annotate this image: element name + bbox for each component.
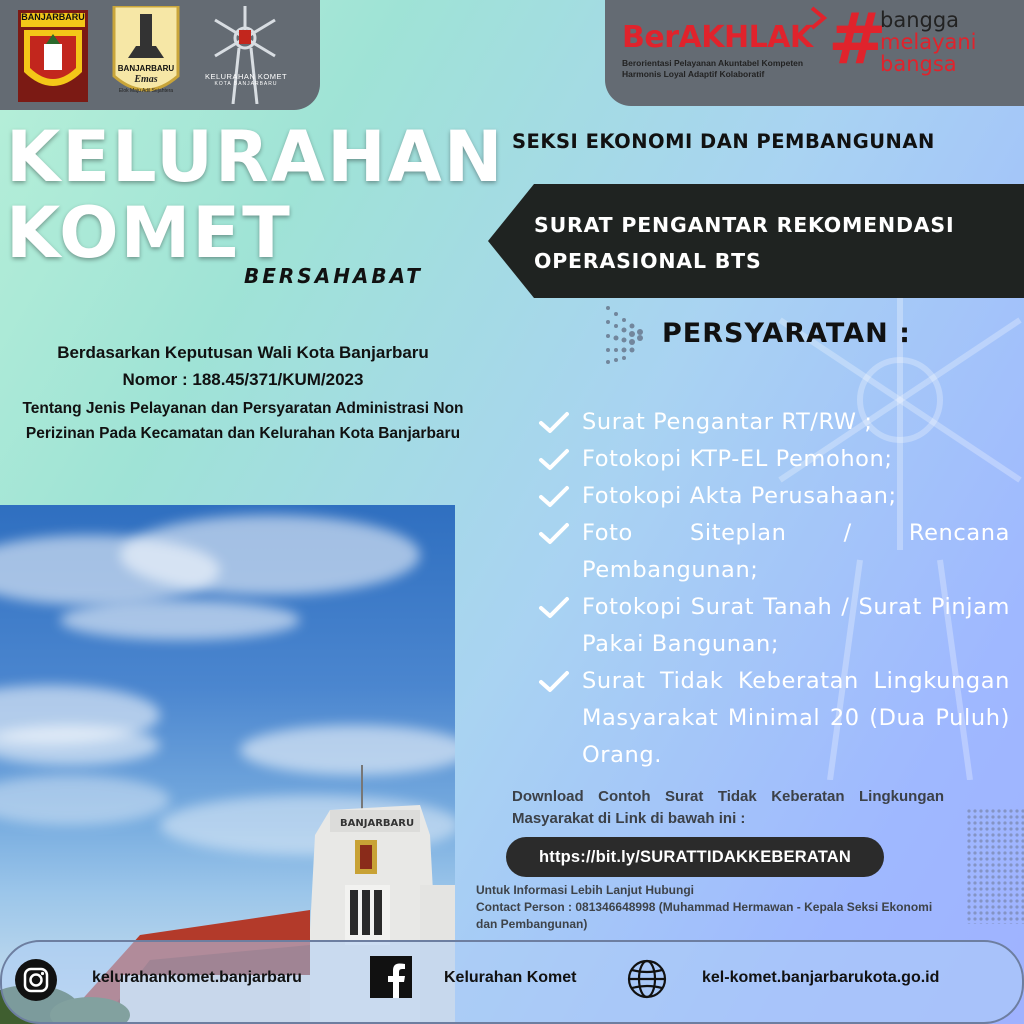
banjarbaru-coat-of-arms-icon [18,10,88,102]
instagram-handle[interactable]: kelurahankomet.banjarbaru [92,969,302,986]
logo2-sub: Emas [134,74,158,85]
checkmark-icon [538,521,570,545]
service-title-line2: OPERASIONAL BTS [534,249,762,273]
service-title [534,207,1022,279]
requirement-text: Fotokopi Surat Tanah / Surat Pinjam Pakai Bangunan; [582,594,1010,657]
download-link-button[interactable]: https://bit.ly/SURATTIDAKKEBERATAN [506,837,884,877]
service-title-line1: SURAT PENGANTAR REKOMENDASI [534,213,955,237]
berakhlak-line2: Harmonis Loyal Adaptif Kolaboratif [622,69,765,79]
logo1-label: BANJARBARU [21,12,85,22]
logo3-sub: KOTA BANJARBARU [214,81,278,87]
list-item [538,441,1010,478]
page-title-line2: KOMET [6,192,292,274]
list-item [538,515,1010,589]
hashtag-icon: # [828,0,887,80]
section-title: SEKSI EKONOMI DAN PEMBANGUNAN [512,130,935,153]
requirement-text: Fotokopi KTP-EL Pemohon; [582,446,893,472]
bangga-line3: bangsa [880,52,957,76]
list-item [538,478,1010,515]
list-item [538,663,1010,774]
contact-line1: Untuk Informasi Lebih Lanjut Hubungi [476,883,694,897]
requirement-text: Foto Siteplan / Rencana Pembangunan; [582,520,1010,583]
footer-bar [0,940,1024,1024]
berakhlak-content [620,0,1024,102]
bangga-line2: melayani [880,30,977,54]
windmill-logo-icon [205,4,285,104]
berakhlak-line1: Berorientasi Pelayanan Akuntabel Kompeten [622,58,804,68]
decree-line2: Nomor : 188.45/371/KUM/2023 [122,370,364,389]
download-instructions: Download Contoh Surat Tidak Keberatan Lingkungan Masyarakat di Link di bawah ini : [512,788,944,827]
requirement-text: Fotokopi Akta Perusahaan; [582,483,897,509]
requirements-heading: PERSYARATAN : [662,318,911,349]
logo2-label: BANJARBARU [117,64,175,73]
facebook-page[interactable]: Kelurahan Komet [444,969,577,986]
dot-grid-icon [966,808,1024,924]
logo-bar [0,0,320,110]
requirement-text: Surat Pengantar RT/RW ; [582,409,873,435]
bangga-line1: bangga [880,8,960,32]
page-title-line1: KELURAHAN [6,116,505,198]
logo2-motto: Elok Maju Adil Sejahtera [118,88,174,94]
tagline: BERSAHABAT [244,264,423,288]
list-item [538,404,1010,441]
decree-block [6,340,480,446]
requirements-list [538,404,1010,774]
decree-line3: Tentang Jenis Pelayanan dan Persyaratan Administrasi Non Perizinan Pada Kecamatan dan Kelurahan Kota Banjarbaru [22,400,464,442]
contact-line2: Contact Person : 081346648998 (Muhammad Hermawan - Kepala Seksi Ekonomi dan Pembangunan) [476,900,933,931]
dot-pattern-icon [600,300,660,370]
berakhlak-title: BerAKHLAK [622,20,813,55]
facebook-icon[interactable] [370,956,412,998]
checkmark-icon [538,484,570,508]
decree-line1: Berdasarkan Keputusan Wali Kota Banjarbaru [57,343,429,362]
logo3-label: KELURAHAN KOMET [204,72,288,81]
building-sign: BANJARBARU [340,818,415,829]
checkmark-icon [538,447,570,471]
globe-icon[interactable] [626,958,668,1000]
contact-info [476,882,946,933]
checkmark-icon [538,669,570,693]
instagram-icon[interactable] [14,958,58,1002]
checkmark-icon [538,410,570,434]
list-item [538,589,1010,663]
website-link[interactable]: kel-komet.banjarbarukota.go.id [702,969,940,986]
requirement-text: Surat Tidak Keberatan Lingkungan Masyarakat Minimal 20 (Dua Puluh) Orang. [582,668,1010,768]
checkmark-icon [538,595,570,619]
